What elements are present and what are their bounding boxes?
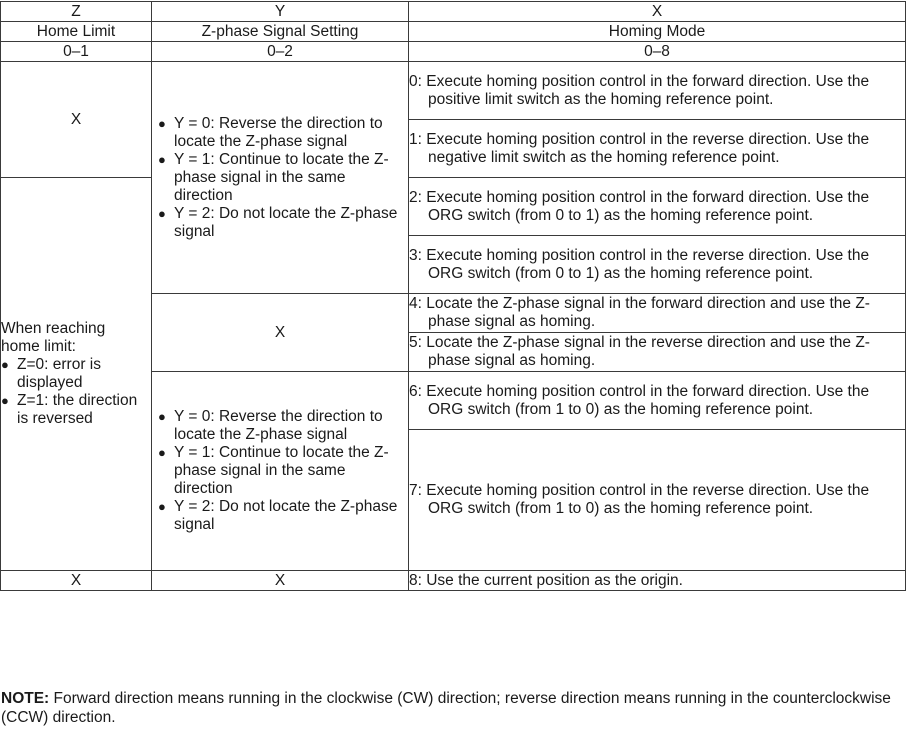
table-row — [1, 571, 906, 591]
y-cell-group-b: X — [152, 294, 409, 372]
mode-3-text: 3: Execute homing position control in the reverse direction. Use the ORG switch (from 0 to 1) as the homing reference point. — [409, 246, 870, 282]
header-y: Y — [152, 2, 409, 22]
range-z: 0–1 — [1, 42, 152, 62]
z-home-limit-intro: When reaching home limit: — [1, 320, 106, 355]
y-cell-bottom: X — [152, 571, 409, 591]
z-cell-bottom: X — [1, 571, 152, 591]
subheader-homing-mode: Homing Mode — [409, 22, 906, 42]
mode-6-cell — [409, 372, 906, 430]
list-item: ● Y = 2: Do not locate the Z-phase signal — [158, 498, 406, 534]
mode-2-cell — [409, 178, 906, 236]
table-row — [1, 62, 906, 120]
mode-7-cell — [409, 430, 906, 571]
table-subheader-row — [1, 22, 906, 42]
mode-0-text: 0: Execute homing position control in the forward direction. Use the positive limit switch as the homing reference point. — [409, 72, 870, 108]
mode-1-text: 1: Execute homing position control in the reverse direction. Use the negative limit switch as the homing reference point. — [409, 130, 870, 166]
z-cell-home-limit — [1, 178, 152, 571]
range-y: 0–2 — [152, 42, 409, 62]
mode-6-text: 6: Execute homing position control in the forward direction. Use the ORG switch (from 1 to 0) as the homing reference point. — [409, 382, 870, 418]
mode-2-text: 2: Execute homing position control in the forward direction. Use the ORG switch (from 0 to 1) as the homing reference point. — [409, 188, 870, 224]
subheader-z-phase-signal-setting: Z-phase Signal Setting — [152, 22, 409, 42]
list-item: ● Y = 0: Reverse the direction to locate the Z-phase signal — [158, 115, 406, 151]
mode-4-text: 4: Locate the Z-phase signal in the forward direction and use the Z-phase signal as homing. — [409, 295, 870, 330]
z-cell-top: X — [1, 62, 152, 178]
mode-5-cell — [409, 333, 906, 372]
list-item: ● Y = 1: Continue to locate the Z-phase signal in the same direction — [158, 151, 406, 205]
footnote — [1, 689, 901, 727]
list-item: ● Y = 2: Do not locate the Z-phase signal — [158, 205, 406, 241]
list-item: ● Y = 1: Continue to locate the Z-phase signal in the same direction — [158, 444, 406, 498]
subheader-home-limit: Home Limit — [1, 22, 152, 42]
list-item: ● Z=1: the direction is reversed — [1, 392, 149, 428]
note-text: Forward direction means running in the clockwise (CW) direction; reverse direction means running in the counterclockwise (CCW) direction. — [1, 690, 891, 726]
header-z: Z — [1, 2, 152, 22]
mode-3-cell — [409, 236, 906, 294]
note-label: NOTE: — [1, 690, 50, 707]
mode-1-cell — [409, 120, 906, 178]
table-range-row — [1, 42, 906, 62]
y-group-a-list — [152, 115, 408, 241]
mode-8-text: 8: Use the current position as the origin. — [409, 571, 683, 589]
y-group-c-list — [152, 408, 408, 534]
y-cell-group-c — [152, 372, 409, 571]
mode-4-cell — [409, 294, 906, 333]
list-item: ● Y = 0: Reverse the direction to locate the Z-phase signal — [158, 408, 406, 444]
table-header-row — [1, 2, 906, 22]
range-x: 0–8 — [409, 42, 906, 62]
header-x: X — [409, 2, 906, 22]
mode-0-cell — [409, 62, 906, 120]
table-row — [1, 178, 906, 236]
y-cell-group-a — [152, 62, 409, 294]
list-item: ● Z=0: error is displayed — [1, 356, 149, 392]
mode-5-text: 5: Locate the Z-phase signal in the reverse direction and use the Z-phase signal as homing. — [409, 334, 870, 369]
z-home-limit-list — [1, 356, 151, 428]
homing-parameter-table — [0, 1, 906, 591]
mode-8-cell — [409, 571, 906, 591]
mode-7-text: 7: Execute homing position control in the reverse direction. Use the ORG switch (from 1 to 0) as the homing reference point. — [409, 482, 870, 517]
